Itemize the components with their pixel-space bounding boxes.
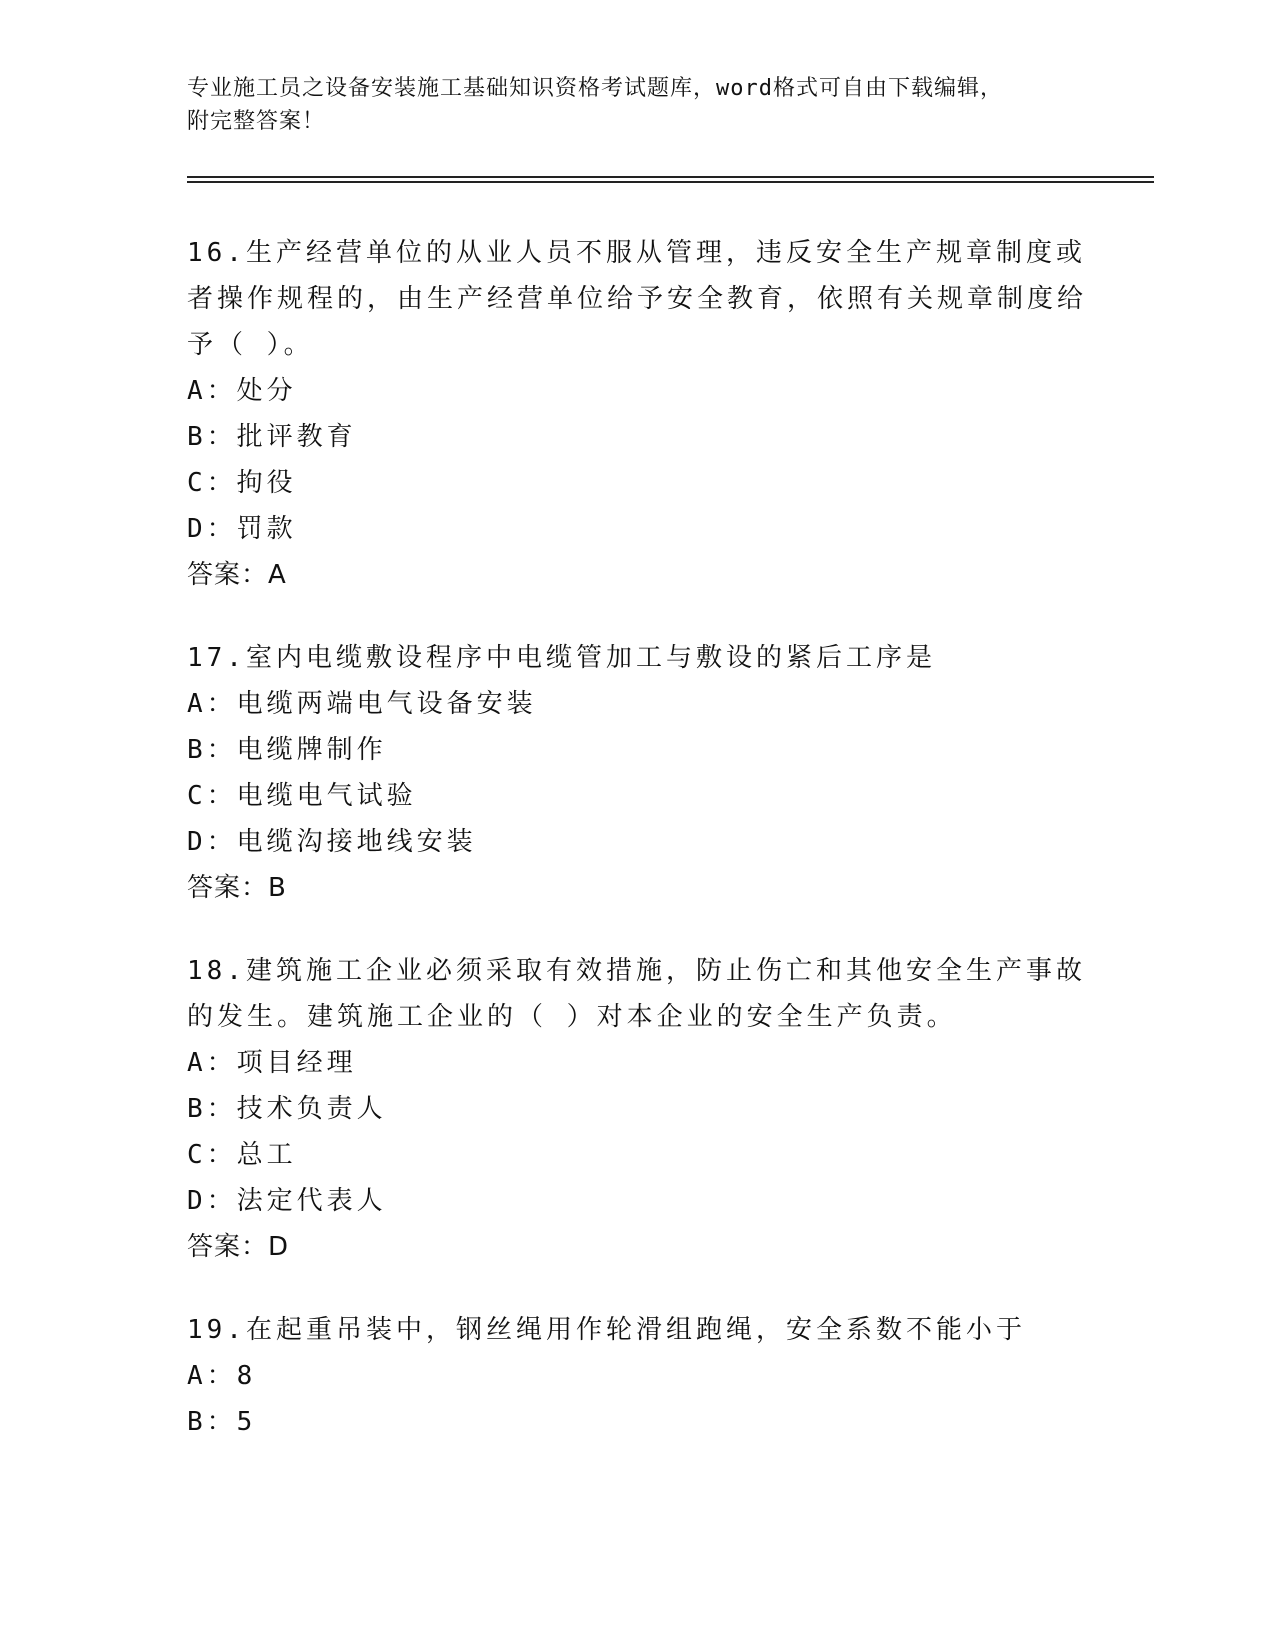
option-b: B：技术负责人 <box>187 1094 387 1124</box>
document-header <box>187 72 1087 138</box>
question-17 <box>187 635 1087 911</box>
answer: 答案：B <box>187 873 287 903</box>
answer: 答案：A <box>187 560 287 590</box>
option-d: D：电缆沟接地线安装 <box>187 827 477 857</box>
option-a: A：处分 <box>187 376 297 406</box>
option-d: D：法定代表人 <box>187 1186 387 1216</box>
question-list <box>187 230 1087 1482</box>
option-c: C：电缆电气试验 <box>187 781 417 811</box>
question-text: 16.生产经营单位的从业人员不服从管理，违反安全生产规章制度或者操作规程的，由生产经营单位给予安全教育，依照有关规章制度给予（ ）。 <box>187 238 1088 360</box>
option-b: B：电缆牌制作 <box>187 735 387 765</box>
question-text: 19.在起重吊装中，钢丝绳用作轮滑组跑绳，安全系数不能小于 <box>187 1315 1026 1345</box>
question-18 <box>187 948 1087 1270</box>
option-b: B：批评教育 <box>187 422 357 452</box>
option-c: C：拘役 <box>187 468 297 498</box>
option-a: A：电缆两端电气设备安装 <box>187 689 537 719</box>
answer: 答案：D <box>187 1232 290 1262</box>
question-text: 18.建筑施工企业必须采取有效措施，防止伤亡和其他安全生产事故的发生。建筑施工企业的（ ）对本企业的安全生产负责。 <box>187 956 1086 1032</box>
header-line-1: 专业施工员之设备安装施工基础知识资格考试题库，word格式可自由下载编辑， <box>187 76 1003 101</box>
question-16 <box>187 230 1087 598</box>
header-divider-top <box>187 176 1154 178</box>
option-d: D：罚款 <box>187 514 297 544</box>
header-line-2: 附完整答案！ <box>187 109 326 134</box>
question-text: 17.室内电缆敷设程序中电缆管加工与敷设的紧后工序是 <box>187 643 936 673</box>
header-divider-bottom <box>187 181 1154 183</box>
option-a: A：8 <box>187 1361 257 1391</box>
option-a: A：项目经理 <box>187 1048 357 1078</box>
option-b: B：5 <box>187 1407 257 1437</box>
question-19 <box>187 1307 1087 1445</box>
option-c: C：总工 <box>187 1140 297 1170</box>
